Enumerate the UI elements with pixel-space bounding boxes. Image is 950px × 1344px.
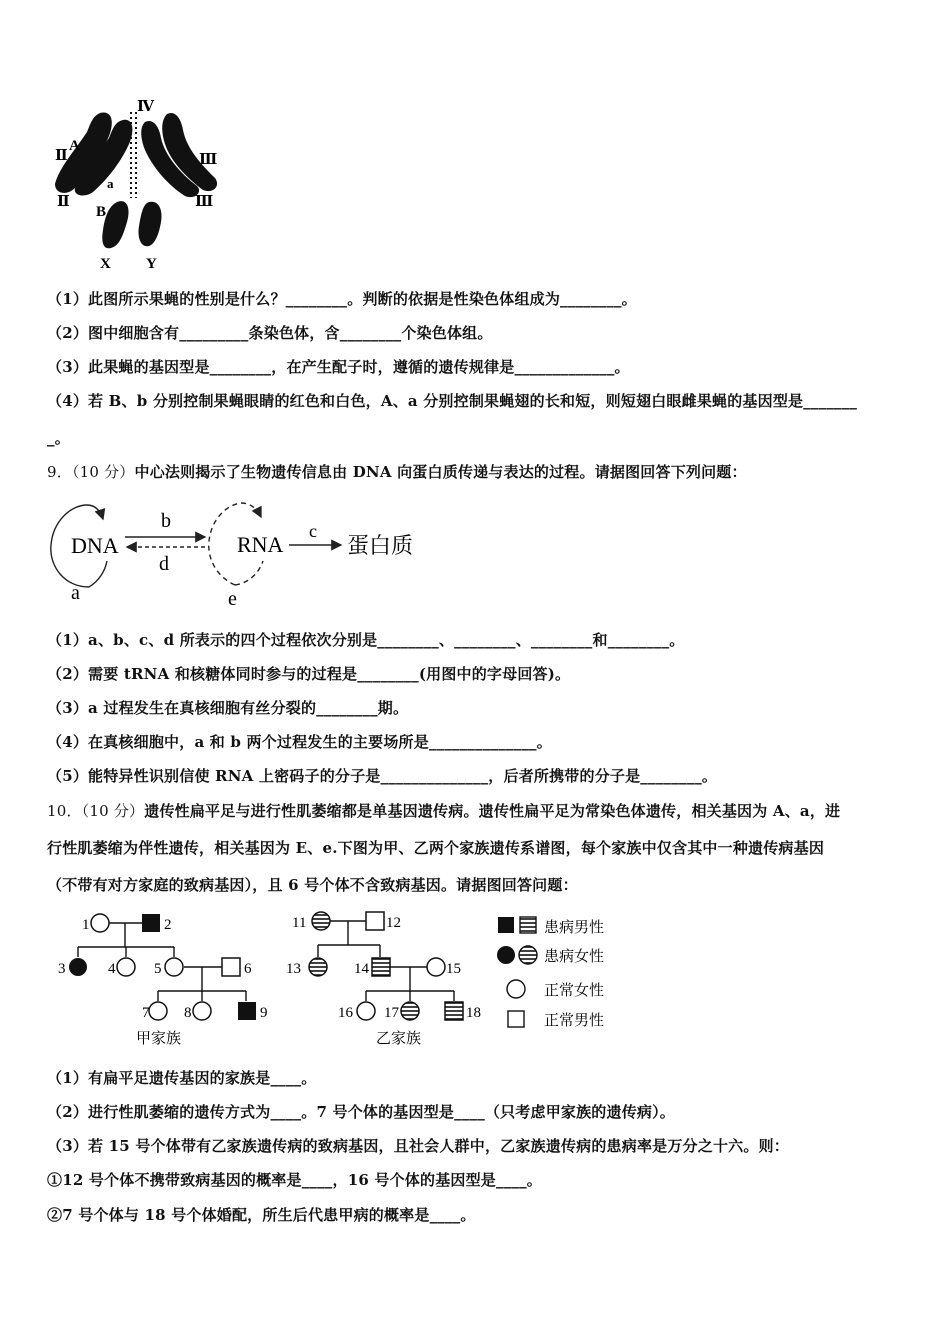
family-a-members: [69, 914, 256, 1020]
q9-part-4: （4）在真核细胞中，a 和 b 两个过程发生的主要场所是______________。: [47, 733, 552, 751]
label-III-bottom: Ⅲ: [195, 194, 214, 210]
q8-part-4: （4）若 B、b 分别控制果蝇眼睛的红色和白色，A、a 分别控制果蝇翅的长和短，则短翅白眼雌果蝇的基因型是_______: [47, 392, 858, 410]
process-b-label: b: [161, 510, 171, 532]
id-9: 9: [260, 1005, 268, 1021]
label-a: a: [107, 176, 114, 191]
protein-label: 蛋白质: [347, 534, 414, 559]
q8-part-3: （3）此果蝇的基因型是________，在产生配子时，遵循的遗传规律是_____________。: [47, 358, 630, 376]
q10-part-3b: ②7 号个体与 18 号个体婚配，所生后代患甲病的概率是____。: [47, 1206, 476, 1224]
process-e-label: e: [228, 588, 237, 610]
id-3: 3: [58, 961, 66, 977]
q10-heading: [47, 800, 840, 821]
q10-part-3: （3）若 15 号个体带有乙家族遗传病的致病基因，且社会人群中，乙家族遗传病的患病率是万分之十六。则：: [47, 1137, 789, 1155]
family-b-label: 乙家族: [376, 1029, 422, 1047]
id-14: 14: [354, 961, 369, 977]
q9-part-5: （5）能特异性识别信使 RNA 上密码子的分子是______________，后者所携带的分子是________。: [47, 767, 718, 785]
process-d-label: d: [159, 553, 169, 575]
q9-number: 9．（10 分）: [47, 463, 135, 481]
id-18: 18: [466, 1005, 481, 1021]
label-X: X: [100, 256, 111, 272]
id-5: 5: [154, 961, 162, 977]
legend-affected-male: 患病男性: [544, 918, 605, 936]
label-III-top: Ⅲ: [199, 152, 218, 168]
q8-part-2: （2）图中细胞含有_________条染色体，含________个染色体组。: [47, 324, 493, 342]
family-a-label: 甲家族: [136, 1029, 182, 1047]
rna-label: RNA: [237, 532, 284, 557]
id-4: 4: [108, 961, 116, 977]
q10-part-1: （1）有扁平足遗传基因的家族是____。: [47, 1069, 317, 1087]
process-c-label: c: [309, 521, 317, 541]
legend-normal-female: 正常女性: [544, 981, 605, 999]
id-7: 7: [142, 1005, 150, 1021]
label-II-bottom: Ⅱ: [57, 194, 70, 210]
central-dogma-diagram: [45, 495, 445, 610]
id-13: 13: [286, 961, 301, 977]
q10-stem: 遗传性扁平足与进行性肌萎缩都是单基因遗传病。遗传性扁平足为常染色体遗传，相关基因为 A、a，进: [144, 802, 841, 820]
label-Y: Y: [146, 256, 157, 272]
pedigree-legend: [497, 917, 604, 1029]
q10-stem-line2: 行性肌萎缩为伴性遗传，相关基因为 E、e.下图为甲、乙两个家族遗传系谱图，每个家族中仅含其中一种遗传病基因: [47, 839, 825, 857]
q9-part-1: （1）a、b、c、d 所表示的四个过程依次分别是________、________、________和________。: [47, 631, 685, 649]
dna-label: DNA: [71, 533, 119, 558]
q8-part-4-cont: _。: [47, 429, 70, 447]
q10-part-3a: ①12 号个体不携带致病基因的概率是____，16 号个体的基因型是____。: [47, 1171, 542, 1189]
q9-part-3: （3）a 过程发生在真核细胞有丝分裂的________期。: [47, 699, 409, 717]
q10-part-2: （2）进行性肌萎缩的遗传方式为____。7 号个体的基因型是____（只考虑甲家族的遗传病）。: [47, 1103, 675, 1121]
label-A: A: [69, 138, 80, 154]
label-II-top: Ⅱ: [55, 148, 68, 164]
id-2: 2: [164, 917, 172, 933]
q10-stem-line3: （不带有对方家庭的致病基因），且 6 号个体不含致病基因。请据图回答问题：: [47, 876, 578, 894]
q10-number: 10．（10 分）: [47, 802, 145, 820]
id-12: 12: [386, 915, 401, 931]
id-16: 16: [338, 1005, 353, 1021]
pedigree-diagram: [50, 905, 620, 1050]
id-1: 1: [82, 917, 90, 933]
q9-stem: 中心法则揭示了生物遗传信息由 DNA 向蛋白质传递与表达的过程。请据图回答下列问题：: [134, 463, 747, 481]
q8-part-1: （1）此图所示果蝇的性别是什么？________。判断的依据是性染色体组成为________。: [47, 290, 637, 308]
legend-normal-male: 正常男性: [544, 1011, 605, 1029]
legend-affected-female: 患病女性: [544, 947, 605, 965]
chromosome-figure: [45, 98, 225, 273]
id-8: 8: [184, 1005, 192, 1021]
id-11: 11: [292, 915, 307, 931]
label-IV: Ⅳ: [137, 99, 155, 115]
q9-heading: [47, 461, 747, 482]
q9-part-2: （2）需要 tRNA 和核糖体同时参与的过程是________(用图中的字母回答)。: [47, 665, 571, 683]
label-B: B: [96, 204, 107, 220]
id-15: 15: [446, 961, 461, 977]
process-a-label: a: [71, 582, 80, 604]
id-6: 6: [244, 961, 252, 977]
id-17: 17: [384, 1005, 399, 1021]
